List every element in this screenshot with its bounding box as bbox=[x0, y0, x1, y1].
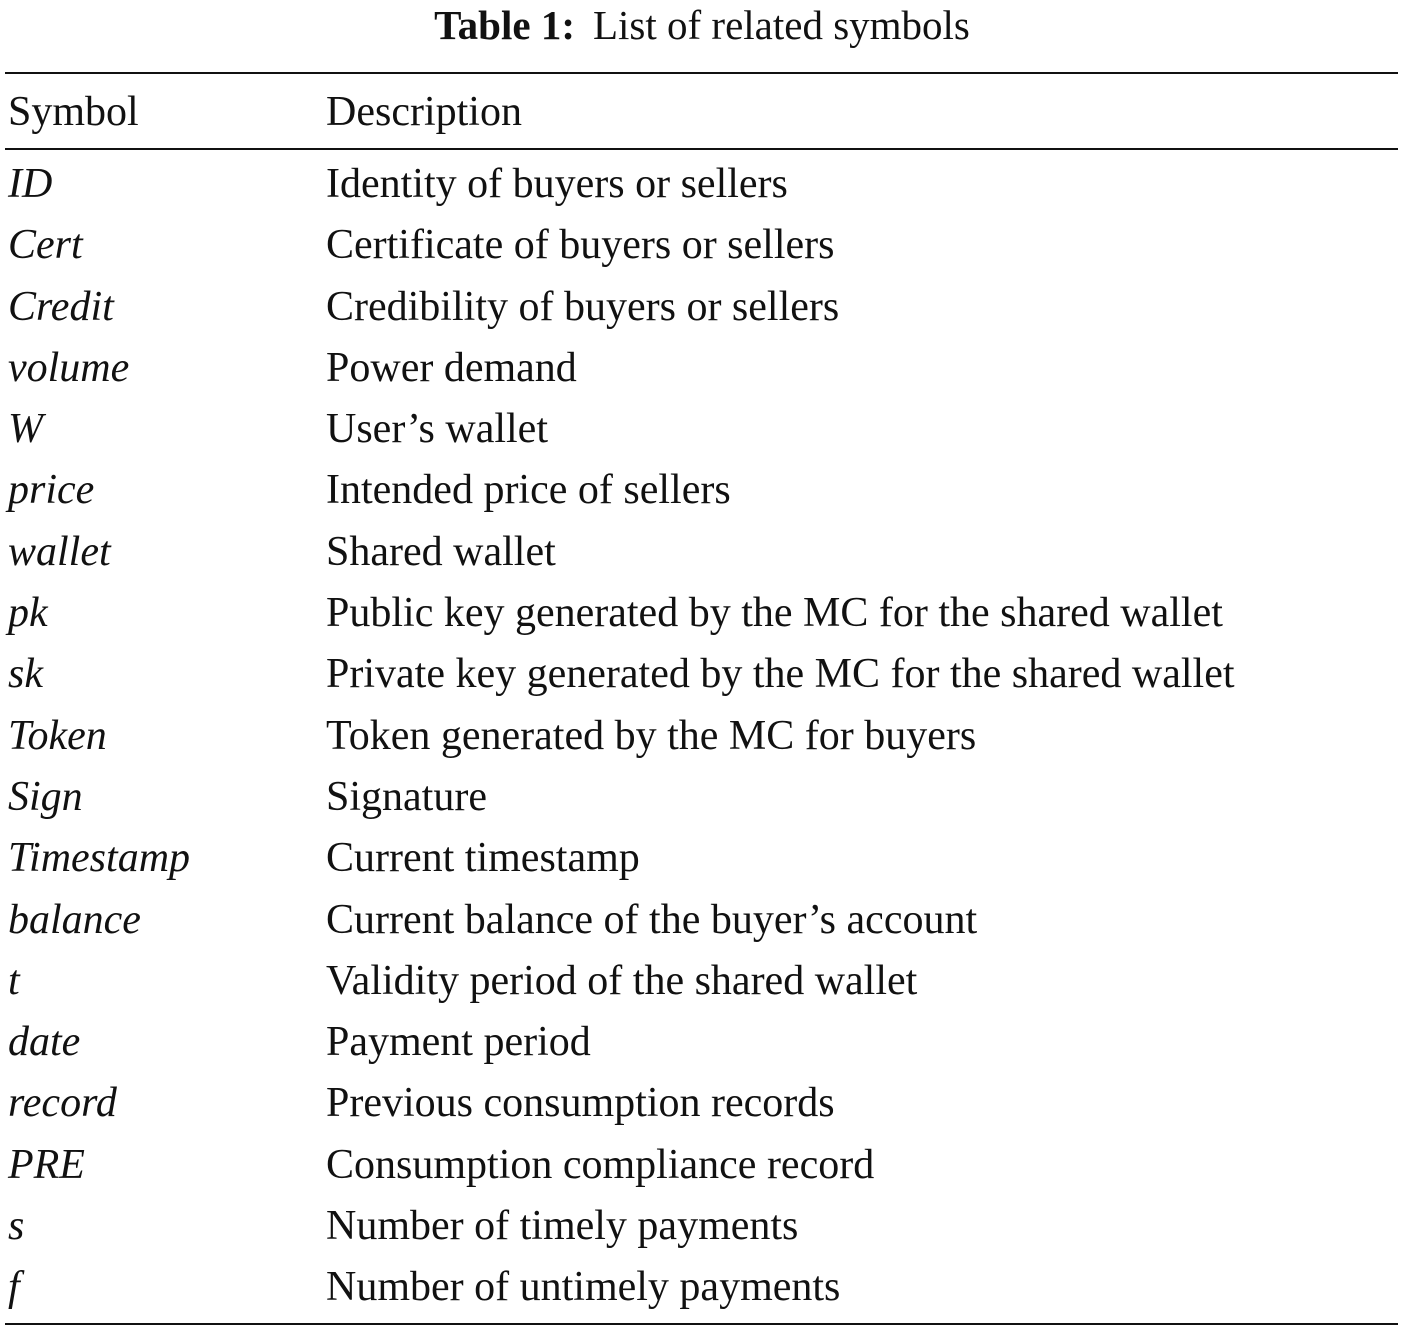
table-header-rule bbox=[5, 148, 1398, 150]
symbol-cell: Credit bbox=[8, 283, 114, 330]
symbol-cell: s bbox=[8, 1203, 25, 1250]
description-cell: Validity period of the shared wallet bbox=[326, 957, 918, 1004]
description-cell: User’s wallet bbox=[326, 406, 548, 453]
symbol-cell: price bbox=[8, 467, 95, 514]
table-row bbox=[0, 277, 1404, 338]
symbol-cell: balance bbox=[8, 896, 141, 943]
description-cell: Public key generated by the MC for the shared wallet bbox=[326, 590, 1223, 637]
table-row bbox=[0, 951, 1404, 1012]
table-row bbox=[0, 338, 1404, 399]
symbol-cell: Token bbox=[8, 712, 107, 759]
table-row bbox=[0, 767, 1404, 828]
description-cell: Previous consumption records bbox=[326, 1080, 835, 1127]
description-cell: Token generated by the MC for buyers bbox=[326, 712, 977, 759]
table-header-row bbox=[0, 80, 1404, 144]
symbol-cell: t bbox=[8, 957, 20, 1004]
description-cell: Signature bbox=[326, 773, 487, 820]
header-description: Description bbox=[326, 89, 522, 135]
symbol-cell: PRE bbox=[8, 1141, 85, 1188]
description-cell: Shared wallet bbox=[326, 528, 556, 575]
table-bottom-rule bbox=[5, 1323, 1398, 1325]
header-symbol: Symbol bbox=[8, 89, 139, 135]
table-row bbox=[0, 1073, 1404, 1134]
table-row bbox=[0, 828, 1404, 889]
description-cell: Private key generated by the MC for the shared wallet bbox=[326, 651, 1235, 698]
symbol-cell: pk bbox=[8, 590, 48, 637]
symbol-cell: sk bbox=[8, 651, 43, 698]
table-row bbox=[0, 460, 1404, 521]
table-caption-title: List of related symbols bbox=[592, 2, 970, 48]
description-cell: Number of timely payments bbox=[326, 1203, 799, 1250]
description-cell: Credibility of buyers or sellers bbox=[326, 283, 840, 330]
table-caption bbox=[0, 0, 1404, 52]
table-row bbox=[0, 1135, 1404, 1196]
table-row bbox=[0, 154, 1404, 215]
symbol-cell: Cert bbox=[8, 222, 83, 269]
symbol-cell: wallet bbox=[8, 528, 111, 575]
description-cell: Certificate of buyers or sellers bbox=[326, 222, 835, 269]
symbol-cell: ID bbox=[8, 161, 53, 207]
symbol-cell: volume bbox=[8, 344, 130, 391]
description-cell: Identity of buyers or sellers bbox=[326, 161, 788, 207]
symbol-cell: Timestamp bbox=[8, 835, 191, 882]
table-row bbox=[0, 215, 1404, 276]
table-row bbox=[0, 1196, 1404, 1257]
symbol-cell: Sign bbox=[8, 773, 83, 820]
table-row bbox=[0, 644, 1404, 705]
symbol-cell: date bbox=[8, 1019, 81, 1066]
description-cell: Payment period bbox=[326, 1019, 591, 1066]
table-row bbox=[0, 890, 1404, 951]
description-cell: Intended price of sellers bbox=[326, 467, 731, 514]
table-row bbox=[0, 583, 1404, 644]
symbol-cell: W bbox=[8, 406, 43, 453]
description-cell: Current balance of the buyer’s account bbox=[326, 896, 978, 943]
table-row bbox=[0, 706, 1404, 767]
table-row bbox=[0, 522, 1404, 583]
description-cell: Current timestamp bbox=[326, 835, 640, 882]
table-top-rule bbox=[5, 72, 1398, 74]
table-row bbox=[0, 399, 1404, 460]
symbol-cell: f bbox=[8, 1264, 20, 1311]
table-body bbox=[0, 154, 1404, 1320]
table-row bbox=[0, 1012, 1404, 1073]
description-cell: Number of untimely payments bbox=[326, 1264, 841, 1311]
table-caption-label: Table 1: bbox=[434, 2, 575, 48]
symbol-cell: record bbox=[8, 1080, 117, 1127]
description-cell: Consumption compliance record bbox=[326, 1141, 875, 1188]
table-row bbox=[0, 1257, 1404, 1318]
description-cell: Power demand bbox=[326, 344, 577, 391]
